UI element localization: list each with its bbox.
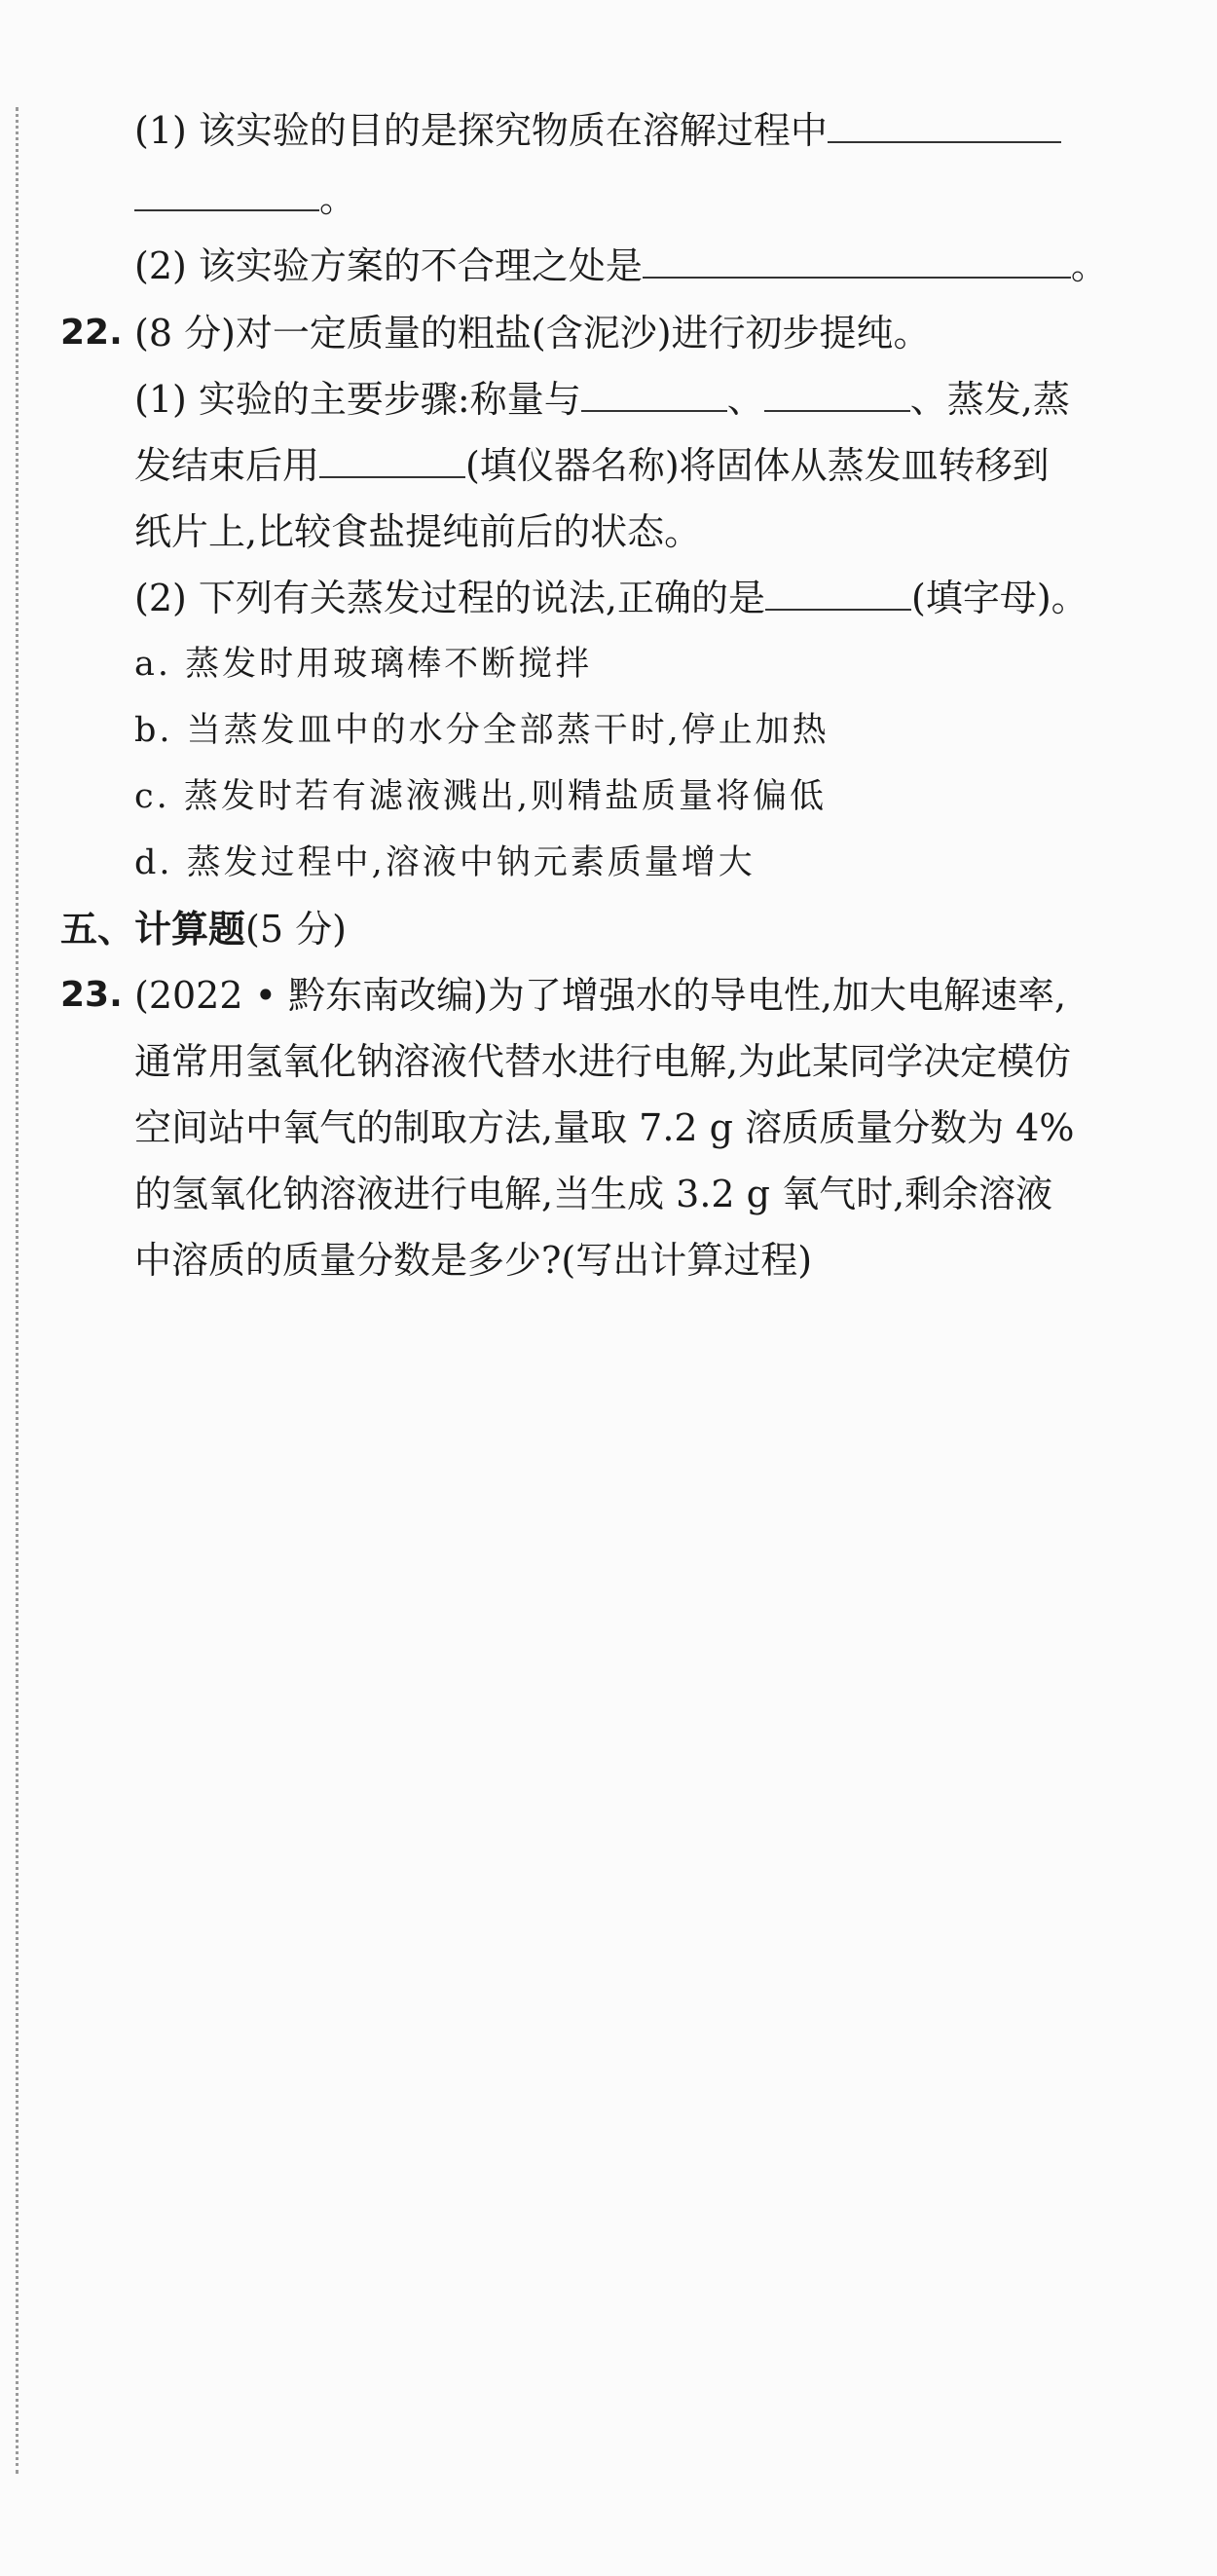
section5-score: (5 分) bbox=[245, 908, 347, 951]
q22-option-d: d. 蒸发过程中,溶液中钠元素质量增大 bbox=[134, 843, 756, 882]
q21-part2-text: (2) 该实验方案的不合理之处是 bbox=[134, 244, 643, 287]
q23-line2: 通常用氢氧化钠溶液代替水进行电解,为此某同学决定模仿 bbox=[134, 1040, 1072, 1083]
binding-margin-line bbox=[16, 107, 18, 2474]
q22-part1-line1 bbox=[134, 374, 1070, 425]
q21-part2-blank[interactable] bbox=[643, 242, 1071, 279]
q21-part1-end: 。 bbox=[319, 177, 357, 220]
q22-part1-line3: 纸片上,比较食盐提纯前后的状态。 bbox=[134, 510, 702, 553]
q23-line3: 空间站中氧气的制取方法,量取 7.2 g 溶质质量分数为 4% bbox=[134, 1106, 1075, 1149]
q22-part2-text-b: (填字母)。 bbox=[911, 577, 1088, 619]
q22-part1-text-d: 发结束后用 bbox=[134, 444, 320, 487]
q22-part1-text-c: 、蒸发,蒸 bbox=[909, 378, 1070, 421]
q23-line1: (2022 • 黔东南改编)为了增强水的导电性,加大电解速率, bbox=[134, 974, 1067, 1017]
q21-part2-end: 。 bbox=[1070, 244, 1108, 287]
q22-part1-text-e: (填仪器名称)将固体从蒸发皿转移到 bbox=[465, 444, 1050, 487]
q21-part1-text: (1) 该实验的目的是探究物质在溶解过程中 bbox=[134, 109, 828, 152]
q22-part1-sep: 、 bbox=[726, 378, 764, 421]
q22-part1-blank2[interactable] bbox=[764, 375, 910, 412]
q21-part1-blank[interactable] bbox=[828, 106, 1061, 143]
q22-part1-blank1[interactable] bbox=[581, 375, 727, 412]
q23-line4: 的氢氧化钠溶液进行电解,当生成 3.2 g 氧气时,剩余溶液 bbox=[134, 1173, 1053, 1215]
q21-part2 bbox=[134, 241, 1108, 291]
section5-heading bbox=[60, 904, 347, 954]
q22-part1-line2 bbox=[134, 440, 1050, 491]
q21-part1-cont bbox=[134, 173, 356, 224]
q22-part1-text-a: (1) 实验的主要步骤:称量与 bbox=[134, 378, 581, 421]
q22-option-a: a. 蒸发时用玻璃棒不断搅拌 bbox=[134, 645, 593, 684]
q22-number: 22. bbox=[60, 313, 123, 353]
q23-number: 23. bbox=[60, 975, 123, 1015]
q22-part1-blank3[interactable] bbox=[319, 441, 465, 478]
q21-part1 bbox=[134, 105, 1061, 156]
q22-intro: (8 分)对一定质量的粗盐(含泥沙)进行初步提纯。 bbox=[134, 312, 931, 355]
q22-option-c: c. 蒸发时若有滤液溅出,则精盐质量将偏低 bbox=[134, 777, 827, 816]
section5-title: 五、计算题 bbox=[60, 908, 246, 951]
q21-part1-blank-cont[interactable] bbox=[134, 174, 319, 211]
q23-line5: 中溶质的质量分数是多少?(写出计算过程) bbox=[134, 1239, 813, 1282]
answer-area[interactable] bbox=[134, 1305, 1108, 2474]
q22-part2-blank[interactable] bbox=[765, 574, 911, 611]
q22-option-b: b. 当蒸发皿中的水分全部蒸干时,停止加热 bbox=[134, 711, 830, 750]
q22-part2 bbox=[134, 573, 1088, 623]
q22-part2-text-a: (2) 下列有关蒸发过程的说法,正确的是 bbox=[134, 577, 765, 619]
